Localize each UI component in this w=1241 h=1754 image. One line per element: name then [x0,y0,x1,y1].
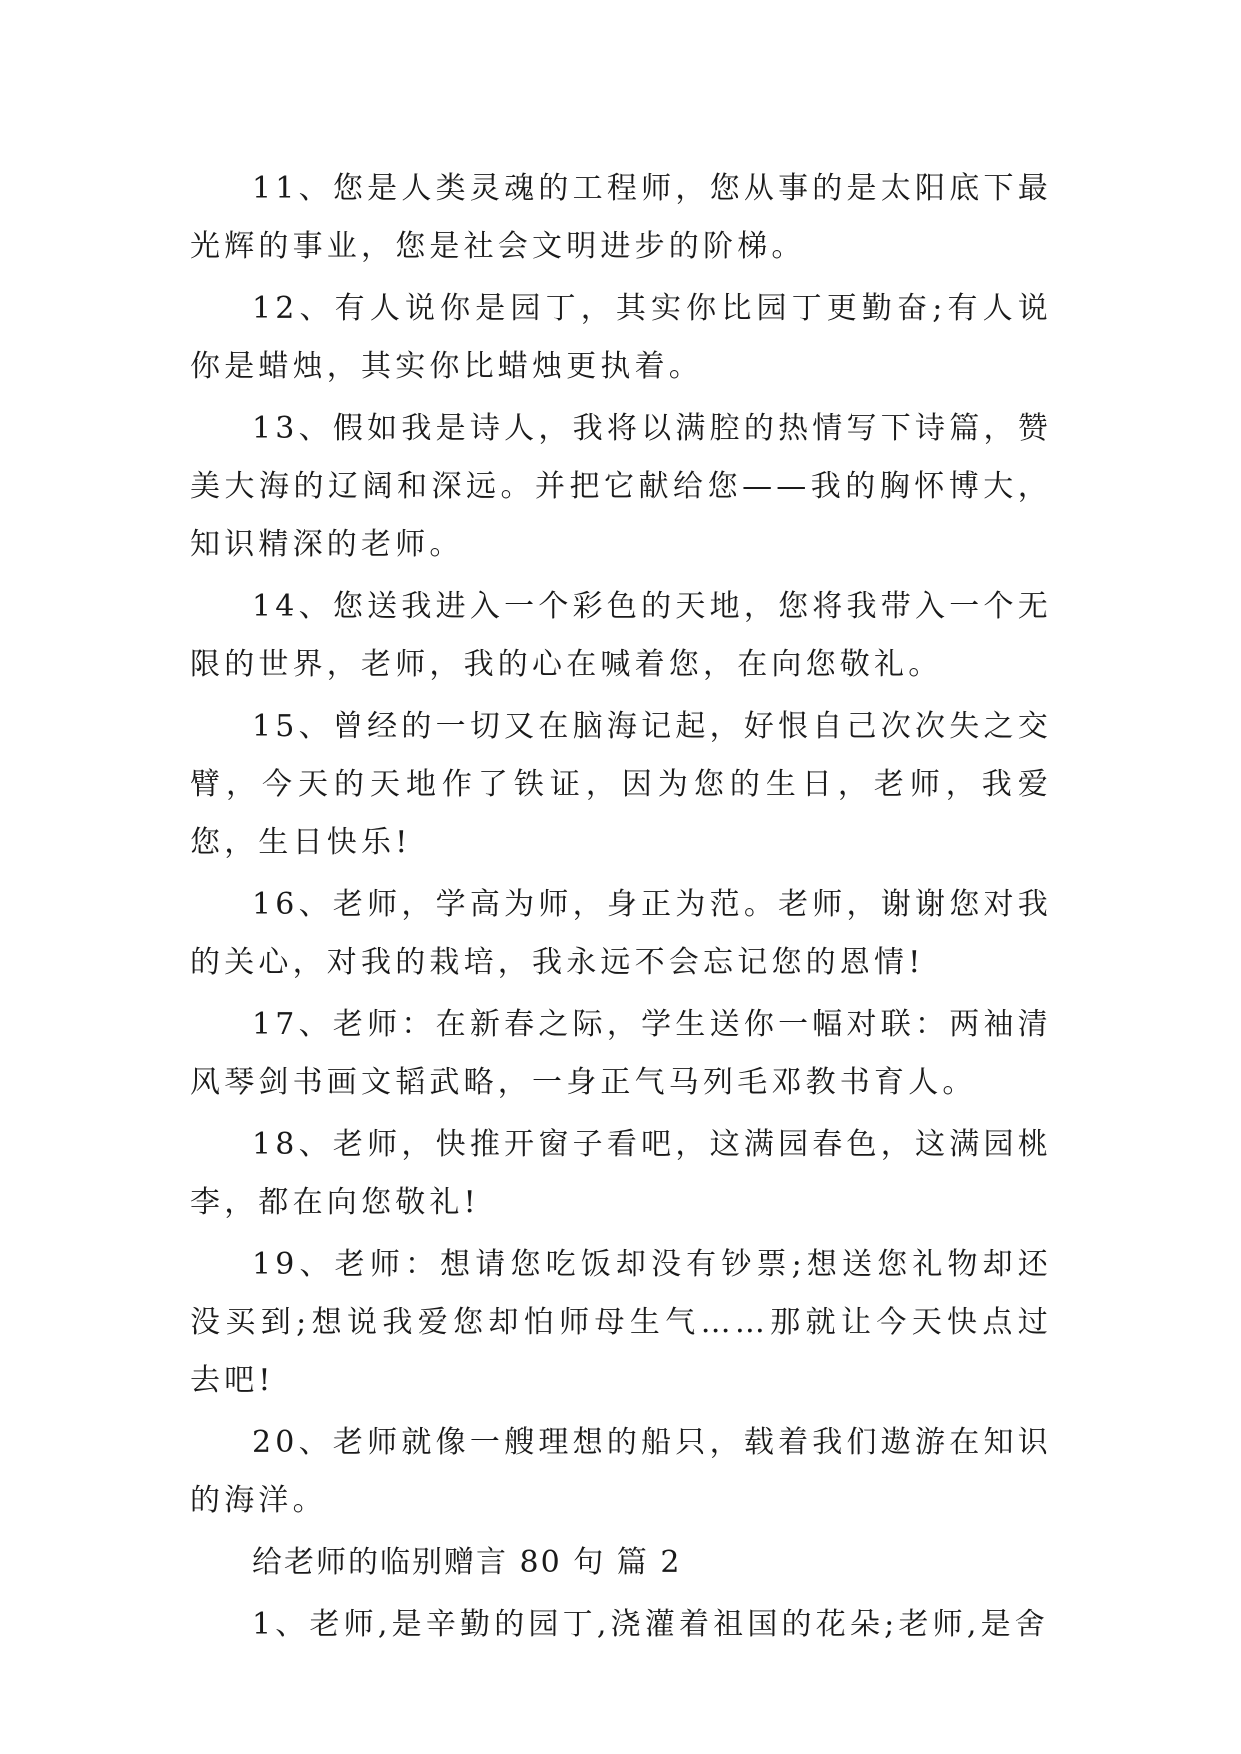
paragraph-14: 14、您送我进入一个彩色的天地，您将我带入一个无限的世界，老师，我的心在喊着您，在向您敬礼。 [190,589,1052,682]
paragraph-19: 19、老师：想请您吃饭却没有钞票;想送您礼物却还没买到;想说我爱您却怕师母生气……那就让今天快点过去吧! [190,1247,1052,1398]
paragraph-11: 11、您是人类灵魂的工程师，您从事的是太阳底下最光辉的事业，您是社会文明进步的阶梯。 [190,171,1052,264]
paragraph-16: 16、老师，学高为师，身正为范。老师，谢谢您对我的关心，对我的栽培，我永远不会忘记您的恩情! [190,887,1052,980]
section-title: 给老师的临别赠言 80 句 篇 2 [252,1545,682,1580]
paragraph-17: 17、老师：在新春之际，学生送你一幅对联：两袖清风琴剑书画文韬武略，一身正气马列毛邓教书育人。 [190,1007,1052,1100]
paragraph-15: 15、曾经的一切又在脑海记起，好恨自己次次失之交臂，今天的天地作了铁证，因为您的生日，老师，我爱您，生日快乐! [190,709,1052,860]
paragraph-section2-1: 1、老师,是辛勤的园丁,浇灌着祖国的花朵;老师,是舍 [252,1607,1050,1642]
paragraph-18: 18、老师，快推开窗子看吧，这满园春色，这满园桃李，都在向您敬礼! [190,1127,1052,1220]
paragraph-12: 12、有人说你是园丁，其实你比园丁更勤奋;有人说你是蜡烛，其实你比蜡烛更执着。 [190,291,1052,384]
document-page [190,160,1052,1658]
paragraph-13: 13、假如我是诗人，我将以满腔的热情写下诗篇，赞美大海的辽阔和深远。并把它献给您——我的胸怀博大，知识精深的老师。 [190,411,1052,562]
paragraph-20: 20、老师就像一艘理想的船只，载着我们遨游在知识的海洋。 [190,1425,1052,1518]
